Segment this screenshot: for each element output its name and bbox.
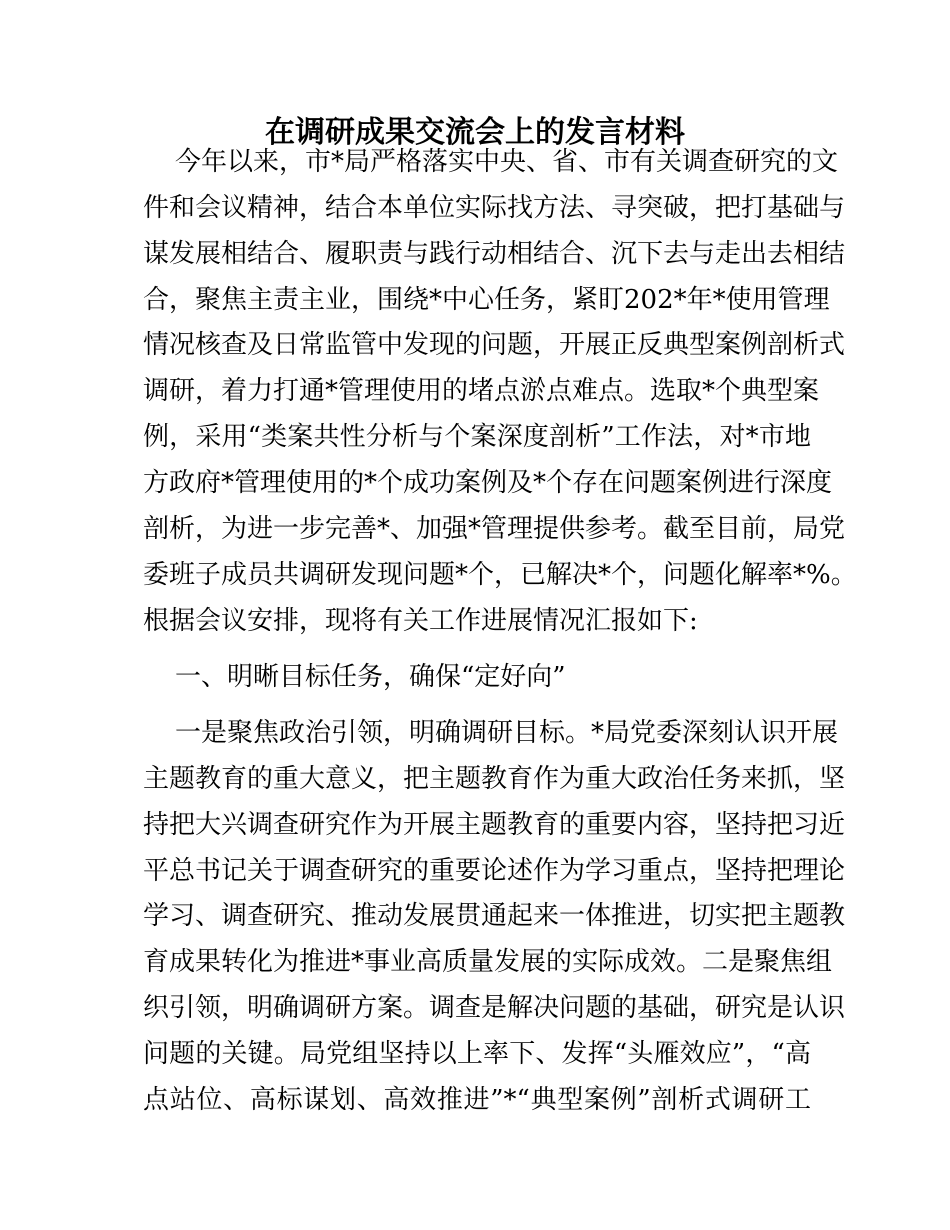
section-heading: 一、明晰目标任务，确保“定好向” bbox=[175, 662, 566, 692]
text-line: 学习、调查研究、推动发展贯通起来一体推进，切实把主题教 bbox=[143, 901, 846, 931]
text-line: 一是聚焦政治引领，明确调研目标。*局党委深刻认识开展 bbox=[175, 718, 839, 748]
text-line: 情况核查及日常监管中发现的问题，开展正反典型案例剖析式 bbox=[143, 330, 846, 360]
text-line: 问题的关键。局党组坚持以上率下、发挥“头雁效应”，“高 bbox=[143, 1039, 811, 1069]
text-line: 育成果转化为推进*事业高质量发展的实际成效。二是聚焦组 bbox=[143, 947, 833, 977]
text-line: 合，聚焦主责主业，围绕*中心任务，紧盯202*年*使用管理 bbox=[143, 285, 830, 315]
text-line: 根据会议安排，现将有关工作进展情况汇报如下: bbox=[143, 606, 698, 636]
document-title: 在调研成果交流会上的发言材料 bbox=[265, 115, 685, 150]
text-line: 调研，着力打通*管理使用的堵点淤点难点。选取*个典型案 bbox=[143, 376, 820, 406]
text-line: 件和会议精神，结合本单位实际找方法、寻突破，把打基础与 bbox=[143, 193, 846, 223]
text-line: 点站位、高标谋划、高效推进”*“典型案例”剖析式调研工 bbox=[143, 1085, 811, 1115]
text-line: 今年以来，市*局严格落实中央、省、市有关调查研究的文 bbox=[175, 147, 839, 177]
text-line: 平总书记关于调查研究的重要论述作为学习重点，坚持把理论 bbox=[143, 856, 846, 886]
text-line: 谋发展相结合、履职责与践行动相结合、沉下去与走出去相结 bbox=[143, 239, 846, 269]
text-line: 剖析，为进一步完善*、加强*管理提供参考。截至目前，局党 bbox=[143, 514, 846, 544]
text-line: 方政府*管理使用的*个成功案例及*个存在问题案例进行深度 bbox=[143, 468, 833, 498]
text-line: 持把大兴调查研究作为开展主题教育的重要内容，坚持把习近 bbox=[143, 810, 846, 840]
text-line: 主题教育的重大意义，把主题教育作为重大政治任务来抓，坚 bbox=[143, 764, 846, 794]
text-line: 委班子成员共调研发现问题*个，已解决*个，问题化解率*%。 bbox=[143, 560, 857, 590]
text-line: 例，采用“类案共性分析与个案深度剖析”工作法，对*市地 bbox=[143, 422, 811, 452]
text-line: 织引领，明确调研方案。调查是解决问题的基础，研究是认识 bbox=[143, 993, 846, 1023]
